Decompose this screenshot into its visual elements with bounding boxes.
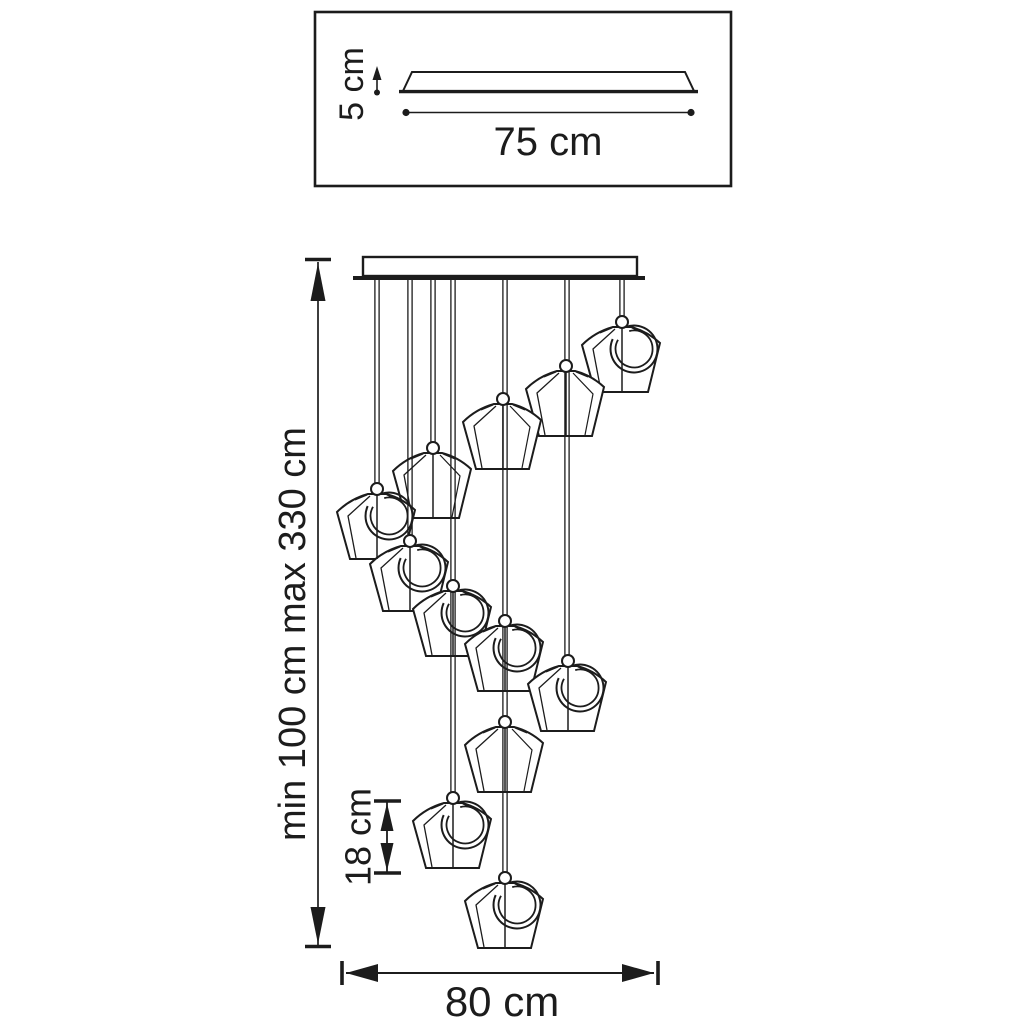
shade-outline xyxy=(463,404,541,469)
spread-arrow-left-icon xyxy=(346,964,378,982)
spread-label: 80 cm xyxy=(444,978,560,1024)
cord-ball-joint xyxy=(447,580,459,592)
cord-ball-joint xyxy=(499,615,511,627)
cord-ball-joint xyxy=(616,316,628,328)
canopy-width-label: 75 cm xyxy=(493,120,603,164)
shade-arrow-up-icon xyxy=(381,803,394,831)
height-range-label: min 100 cm max 330 cm xyxy=(272,427,314,841)
shade-height-label: 18 cm xyxy=(337,787,379,887)
pendant-lamp-shade xyxy=(465,727,543,792)
ceiling-canopy xyxy=(353,257,645,278)
suspension-cord xyxy=(565,280,569,667)
cord-ball-joint xyxy=(371,483,383,495)
canopy-side-profile xyxy=(403,72,694,91)
suspension-cord xyxy=(431,280,435,448)
cord-ball-joint xyxy=(447,792,459,804)
thickness-label: 5 cm xyxy=(333,47,371,121)
suspension-cord xyxy=(375,280,379,489)
suspension-cord xyxy=(451,280,455,798)
canopy-body xyxy=(363,257,637,276)
spread-arrow-right-icon xyxy=(622,964,654,982)
height-arrow-up-icon xyxy=(311,263,326,301)
cord-ball-joint xyxy=(560,360,572,372)
cord-ball-joint xyxy=(562,655,574,667)
cord-ball-joint xyxy=(497,393,509,405)
pendant-lamp-shade xyxy=(463,404,541,469)
cord-ball-joint xyxy=(499,872,511,884)
thickness-dim-dot xyxy=(374,90,380,96)
height-arrow-down-icon xyxy=(311,907,326,944)
shade-outline xyxy=(465,727,543,792)
shade-arrow-down-icon xyxy=(381,843,394,871)
width75-dim-dot-left xyxy=(402,109,409,116)
cord-ball-joint xyxy=(499,716,511,728)
cord-ball-joint xyxy=(404,535,416,547)
cord-ball-joint xyxy=(427,442,439,454)
width75-dim-dot-right xyxy=(687,109,694,116)
